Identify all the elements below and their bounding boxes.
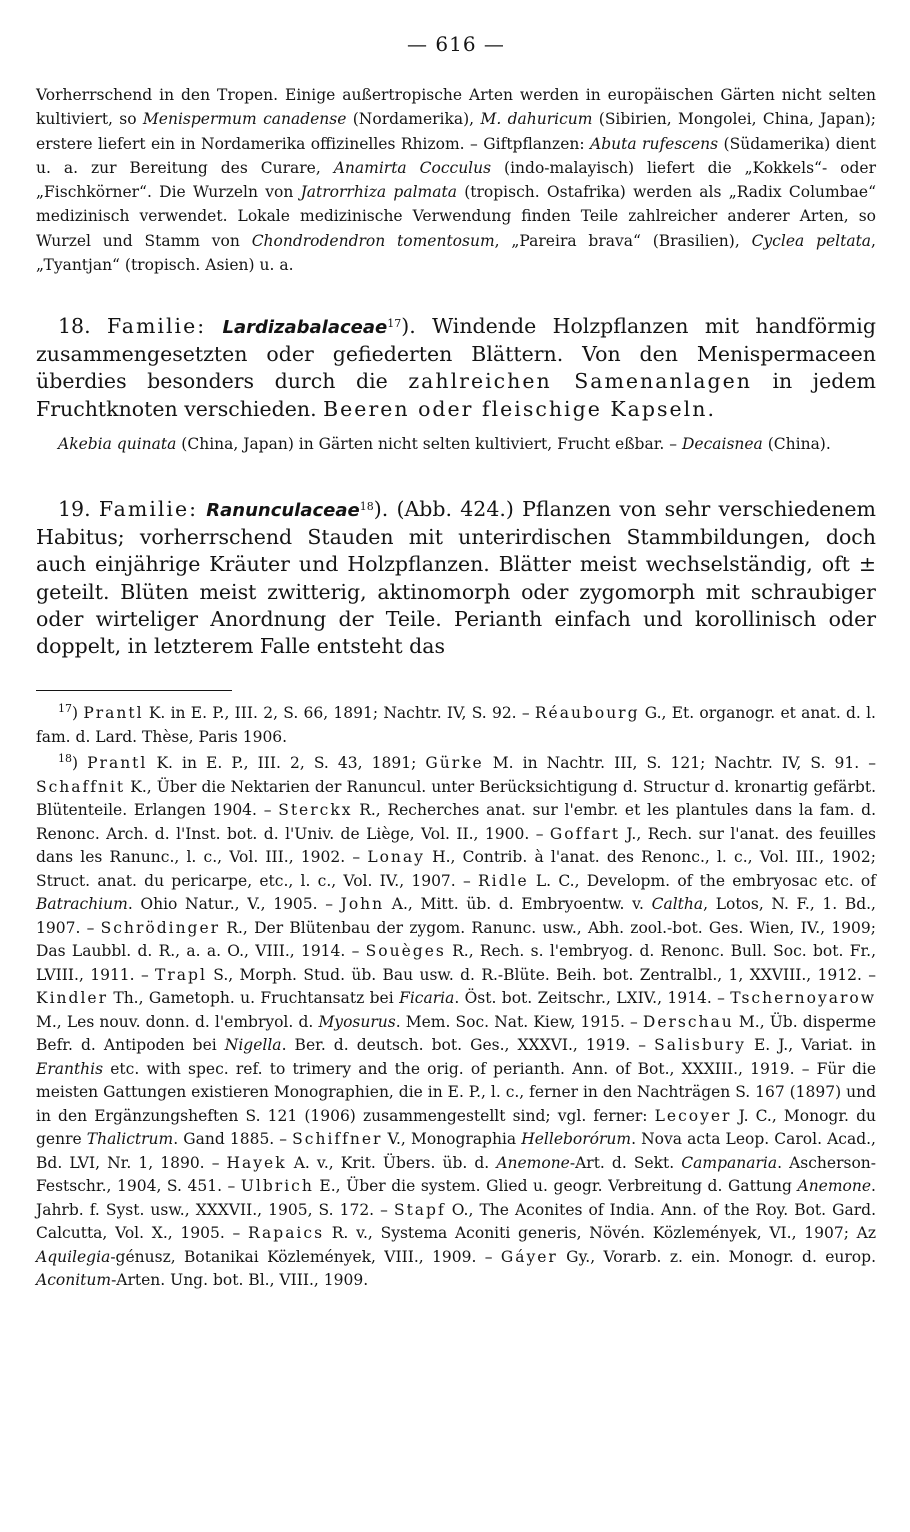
footnote-divider xyxy=(36,690,232,691)
family-name-ranunculaceae: Ranunculaceae xyxy=(206,500,360,521)
page-number: — 616 — xyxy=(407,32,505,56)
family-18-paragraph: 18. Familie: Lardizabalaceae$^{17}$). Windende Holzpflanzen mit handförmig zusammengesetzten oder gefiederten Blättern. Von den Menispermaceen überdies besonders durch die zahlreichen Samenanlagen in jedem Fruchtknoten verschieden. Beeren oder fleischige Kapseln. xyxy=(36,314,876,421)
family-label: Familie: xyxy=(98,497,199,521)
family-18-note: Akebia quinata (China, Japan) in Gärten nicht selten kultiviert, Frucht eßbar. – Decaisnea (China). xyxy=(58,435,831,453)
family-label: Familie: xyxy=(106,314,207,338)
family-name-lardizabalaceae: Lardizabalaceae xyxy=(222,317,388,338)
intro-paragraph: Vorherrschend in den Tropen. Einige außertropische Arten werden in europäischen Gärten nicht selten kultiviert, so Menispermum canadense (Nordamerika), M. dahuricum (Sibirien, Mongolei, China, Japan); erstere liefert ein in Nordamerika offizinelles Rhizom. – Giftpflanzen: Abuta rufescens (Südamerika) dient u. a. zur Bereitung des Curare, Anamirta Cocculus (indo-malayisch) liefert die „Kokkels“- oder „Fischkörner“. Die Wurzeln von Jatrorrhiza palmata (tropisch. Ostafrika) werden als „Radix Columbae“ medizinisch verwendet. Lokale medizinische Verwendung finden Teile zahlreicher anderer Arten, so Wurzel und Stamm von Chondrodendron tomentosum, „Pareira brava“ (Brasilien), Cyclea peltata, „Tyantjan“ (tropisch. Asien) u. a. xyxy=(36,86,877,275)
family-19-paragraph: 19. Familie: Ranunculaceae$^{18}$). (Abb. 424.) Pflanzen von sehr verschiedenem Habitus; vorherrschend Stauden mit unterirdischen Stammbildungen, doch auch einjährige Kräuter und Holzpflanzen. Blätter meist wechselständig, oft ± geteilt. Blüten meist zwitterig, aktinomorph oder zygomorph mit schraubiger oder wirteliger Anordnung der Teile. Perianth einfach und korollinisch oder doppelt, in letzterem Falle entsteht das xyxy=(36,497,876,659)
footnote-17: $^{17}$) Prantl K. in E. P., III. 2, S. 66, 1891; Nachtr. IV, S. 92. – Réaubourg G., Et. organogr. et anat. d. l. fam. d. Lard. Thèse, Paris 1906. xyxy=(36,702,876,746)
footnote-ref-17: 17 xyxy=(387,317,402,330)
footnote-18: $^{18}$) Prantl K. in E. P., III. 2, S. 43, 1891; Gürke M. in Nachtr. III, S. 121; Nachtr. IV, S. 91. – Schaffnit K., Über die Nektarien der Ranuncul. unter Berücksichtigung d. Structur d. kronartig gefärbt. Blütenteile. Erlangen 1904. – Sterckx R., Recherches anat. sur l'embr. et les plantules dans la fam. d. Renonc. Arch. d. l'Inst. bot. d. l'Univ. de Liège, Vol. II., 1900. – Goffart J., Rech. sur l'anat. des feuilles dans les Ranunc., l. c., Vol. III., 1902. – Lonay H., Contrib. à l'anat. des Renonc., l. c., Vol. III., 1902; Struct. anat. du pericarpe, etc., l. c., Vol. IV., 1907. – Ridle L. C., Developm. of the embryosac etc. of Batrachium. Ohio Natur., V., 1905. – John A., Mitt. üb. d. Embryoentw. v. Caltha, Lotos, N. F., 1. Bd., 1907. – Schrödinger R., Der Blütenbau der zygom. Ranunc. usw., Abh. zool.-bot. Ges. Wien, IV., 1909; Das Laubbl. d. R., a. a. O., VIII., 1914. – Souèges R., Rech. s. l'embryog. d. Renonc. Bull. Soc. bot. Fr., LVIII., 1911. – Trapl S., Morph. Stud. üb. Bau usw. d. R.-Blüte. Beih. bot. Zentralbl., 1, XXVIII., 1912. – Kindler Th., Gametoph. u. Fruchtansatz bei Ficaria. Öst. bot. Zeitschr., LXIV., 1914. – Tschernoyarow M., Les nouv. donn. d. l'embryol. d. Myosurus. Mem. Soc. Nat. Kiew, 1915. – Derschau M., Üb. disperme Befr. d. Antipoden bei Nigella. Ber. d. deutsch. bot. Ges., XXXVI., 1919. – Salisbury E. J., Variat. in Eranthis etc. with spec. ref. to trimery and the orig. of perianth. Ann. of Bot., XXXIII., 1919. – Für die meisten Gattungen existieren Monographien, die in E. P., l. c., ferner in den Nachträgen S. 167 (1897) und in den Ergänzungsheften S. 121 (1906) zusammengestellt sind; vgl. ferner: Lecoyer J. C., Monogr. du genre Thalictrum. Gand 1885. – Schiffner V., Monographia Helleborórum. Nova acta Leop. Carol. Acad., Bd. LVI, Nr. 1, 1890. – Hayek A. v., Krit. Übers. üb. d. Anemone-Art. d. Sekt. Campanaria. Ascherson-Festschr., 1904, S. 451. – Ulbrich E., Über die system. Glied u. geogr. Verbreitung d. Gattung Anemone. Jahrb. f. Syst. usw., XXXVII., 1905, S. 172. – Stapf O., The Aconites of India. Ann. of the Roy. Bot. Gard. Calcutta, Vol. X., 1905. – Rapaics R. v., Systema Aconiti generis, Növén. Közlemények, VI., 1907; Az Aquilegia-génusz, Botanikai Közlemények, VIII., 1909. – Gáyer Gy., Vorarb. z. ein. Monogr. d. europ. Aconitum-Arten. Ung. bot. Bl., VIII., 1909. xyxy=(36,752,877,1289)
footnote-ref-18: 18 xyxy=(359,500,374,513)
